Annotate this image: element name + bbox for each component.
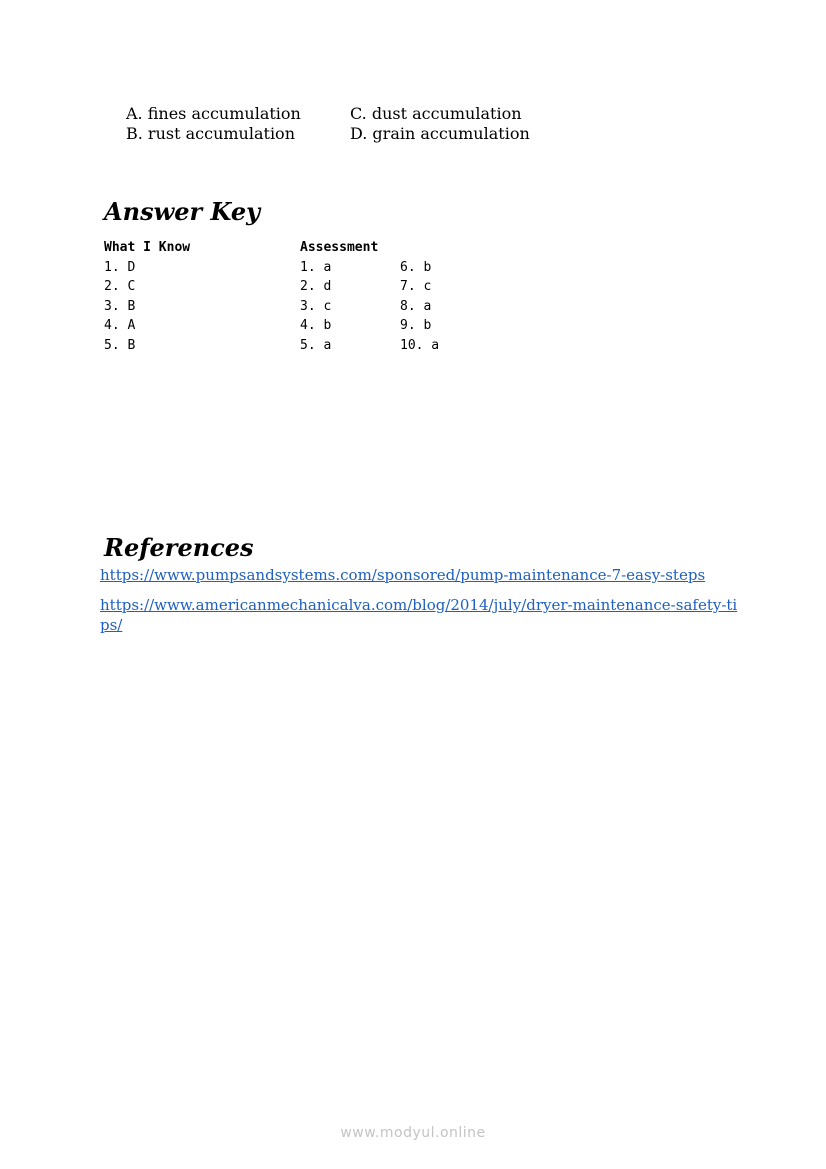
choice-b: B. rust accumulation [126, 124, 295, 143]
assessment-answer: 3. c [300, 298, 332, 314]
answer-key-heading: Answer Key [104, 197, 261, 226]
assessment-answer: 7. c [400, 279, 432, 294]
choice-row [126, 124, 530, 144]
what-i-know-answer: 4. A [104, 318, 136, 333]
answer-key-row [104, 316, 439, 336]
assessment-answer: 2. d [300, 279, 332, 294]
reference-link[interactable]: https://www.americanmechanicalva.com/blog/2014/july/dryer-maintenance-safety-tips/ [100, 596, 738, 634]
what-i-know-answer: 5. B [104, 337, 136, 353]
assessment-answer: 6. b [400, 259, 432, 275]
assessment-answer: 1. a [300, 259, 332, 275]
choice-row [126, 104, 530, 124]
answer-key-row [104, 277, 439, 297]
choice-a: A. fines accumulation [126, 104, 301, 123]
what-i-know-header: What I Know [104, 240, 191, 255]
what-i-know-answer: 3. B [104, 298, 136, 314]
answer-key-row [104, 258, 439, 278]
assessment-answer: 4. b [300, 318, 332, 333]
answer-key-row [104, 297, 439, 317]
assessment-answer: 10. a [400, 337, 440, 353]
choice-d: D. grain accumulation [350, 124, 530, 143]
assessment-answer: 5. a [300, 337, 332, 353]
answer-choices [126, 104, 530, 144]
footer-watermark: www.modyul.online [340, 1125, 486, 1141]
reference-link[interactable]: https://www.pumpsandsystems.com/sponsored/pump-maintenance-7-easy-steps [100, 566, 706, 584]
assessment-answer: 9. b [400, 318, 432, 333]
choice-c: C. dust accumulation [350, 104, 522, 123]
assessment-header: Assessment [300, 240, 379, 255]
what-i-know-answer: 1. D [104, 259, 136, 275]
references-list [100, 565, 740, 635]
what-i-know-answer: 2. C [104, 279, 136, 294]
assessment-answer: 8. a [400, 298, 432, 314]
answer-key-table [104, 238, 439, 355]
references-heading: References [104, 533, 254, 562]
answer-key-row [104, 336, 439, 356]
answer-key-header-row [104, 238, 439, 258]
